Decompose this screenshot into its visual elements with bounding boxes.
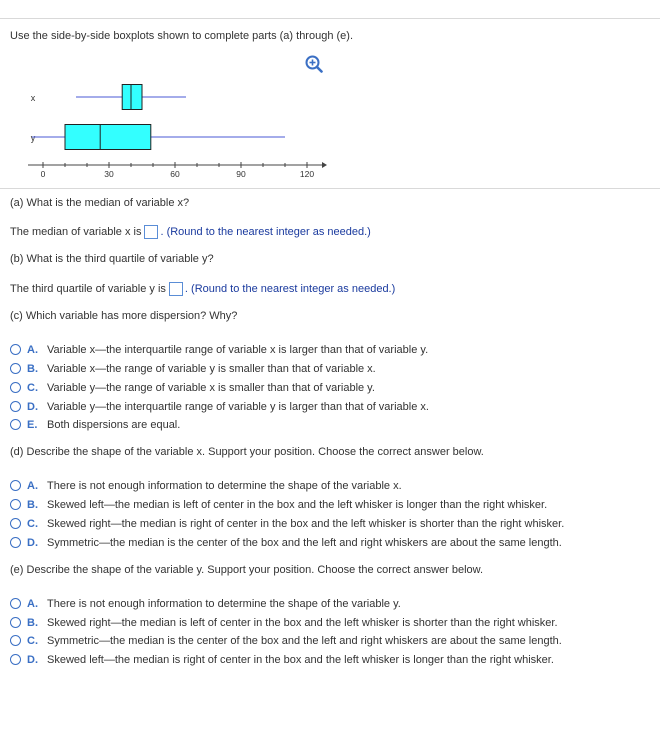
part-c-option-e[interactable] [10, 417, 180, 433]
option-letter: D. [27, 537, 38, 549]
part-b-answer-input[interactable] [169, 282, 183, 296]
option-letter: D. [27, 401, 38, 413]
part-a-answer-prefix: The median of variable x is [10, 225, 142, 238]
part-d-option-a[interactable] [10, 478, 402, 494]
option-text: Skewed left—the median is left of center in the box and the left whisker is longer than the right whisker. [47, 499, 548, 511]
part-e-option-a[interactable] [10, 596, 401, 612]
option-letter: A. [27, 480, 38, 492]
series-label-x: x [30, 93, 36, 103]
radio-button-icon[interactable] [10, 401, 21, 412]
tick-label: 120 [299, 169, 315, 179]
radio-button-icon[interactable] [10, 654, 21, 665]
radio-button-icon[interactable] [10, 499, 21, 510]
instructions: Use the side-by-side boxplots shown to complete parts (a) through (e). [10, 30, 353, 42]
part-c-question: (c) Which variable has more dispersion? Why? [10, 310, 238, 322]
option-text: Variable y—the range of variable x is smaller than that of variable y. [47, 382, 375, 394]
zoom-in-icon[interactable] [305, 55, 323, 73]
radio-button-icon[interactable] [10, 635, 21, 646]
part-a-answer-line [10, 225, 371, 239]
tick-label: 60 [170, 169, 180, 179]
option-letter: A. [27, 598, 38, 610]
part-c-option-d[interactable] [10, 399, 429, 415]
option-letter: C. [27, 382, 38, 394]
tick-label: 90 [236, 169, 246, 179]
radio-button-icon[interactable] [10, 598, 21, 609]
part-d-option-d[interactable] [10, 535, 562, 551]
option-letter: D. [27, 654, 38, 666]
part-e-option-c[interactable] [10, 633, 562, 649]
part-e-option-d[interactable] [10, 652, 554, 668]
box-x [122, 85, 142, 110]
radio-button-icon[interactable] [10, 617, 21, 628]
option-letter: B. [27, 617, 38, 629]
part-b-answer-line [10, 282, 395, 296]
option-text: There is not enough information to determine the shape of the variable x. [47, 480, 402, 492]
box-y [65, 125, 151, 150]
option-letter: C. [27, 518, 38, 530]
option-letter: B. [27, 363, 38, 375]
part-d-question: (d) Describe the shape of the variable x. Support your position. Choose the correct answer below. [10, 446, 484, 458]
chart-divider [0, 188, 660, 189]
radio-button-icon[interactable] [10, 419, 21, 430]
option-letter: E. [27, 419, 38, 431]
option-text: Both dispersions are equal. [47, 419, 181, 431]
boxplot-chart [0, 75, 340, 185]
radio-button-icon[interactable] [10, 537, 21, 548]
part-e-question: (e) Describe the shape of the variable y. Support your position. Choose the correct answer below. [10, 564, 484, 576]
option-text: Symmetric—the median is the center of the box and the left and right whiskers are about the same length. [47, 537, 562, 549]
option-text: Variable x—the range of variable y is smaller than that of variable x. [47, 363, 376, 375]
option-text: Skewed right—the median is right of center in the box and the left whisker is shorter than the right whisker. [47, 518, 565, 530]
tick-label: 30 [104, 169, 114, 179]
part-c-option-c[interactable] [10, 380, 375, 396]
part-d-option-c[interactable] [10, 516, 564, 532]
option-text: Variable x—the interquartile range of variable x is larger than that of variable y. [47, 344, 429, 356]
radio-button-icon[interactable] [10, 344, 21, 355]
option-letter: B. [27, 499, 38, 511]
tick-label: 0 [40, 169, 46, 179]
option-text: Variable y—the interquartile range of variable y is larger than that of variable x. [47, 401, 429, 413]
part-a-hint: . (Round to the nearest integer as needed.) [160, 225, 371, 238]
option-text: Skewed left—the median is right of center in the box and the left whisker is longer than the right whisker. [47, 654, 554, 666]
series-label-y: y [30, 133, 36, 143]
radio-button-icon[interactable] [10, 382, 21, 393]
part-b-hint: . (Round to the nearest integer as needed.) [184, 282, 396, 295]
option-letter: C. [27, 635, 38, 647]
option-text: Symmetric—the median is the center of the box and the left and right whiskers are about the same length. [47, 635, 562, 647]
radio-button-icon[interactable] [10, 480, 21, 491]
part-d-option-b[interactable] [10, 497, 547, 513]
part-a-answer-input[interactable] [144, 225, 158, 239]
part-e-option-b[interactable] [10, 615, 558, 631]
part-a-question: (a) What is the median of variable x? [10, 197, 190, 209]
radio-button-icon[interactable] [10, 363, 21, 374]
option-text: There is not enough information to determine the shape of the variable y. [47, 598, 401, 610]
option-text: Skewed right—the median is left of center in the box and the left whisker is shorter than the right whisker. [47, 617, 558, 629]
part-c-option-b[interactable] [10, 361, 376, 377]
radio-button-icon[interactable] [10, 518, 21, 529]
x-axis-arrow [322, 162, 327, 168]
part-b-answer-prefix: The third quartile of variable y is [10, 282, 166, 295]
option-letter: A. [27, 344, 38, 356]
part-b-question: (b) What is the third quartile of variable y? [10, 253, 214, 265]
part-c-option-a[interactable] [10, 342, 428, 358]
top-divider [0, 18, 660, 19]
